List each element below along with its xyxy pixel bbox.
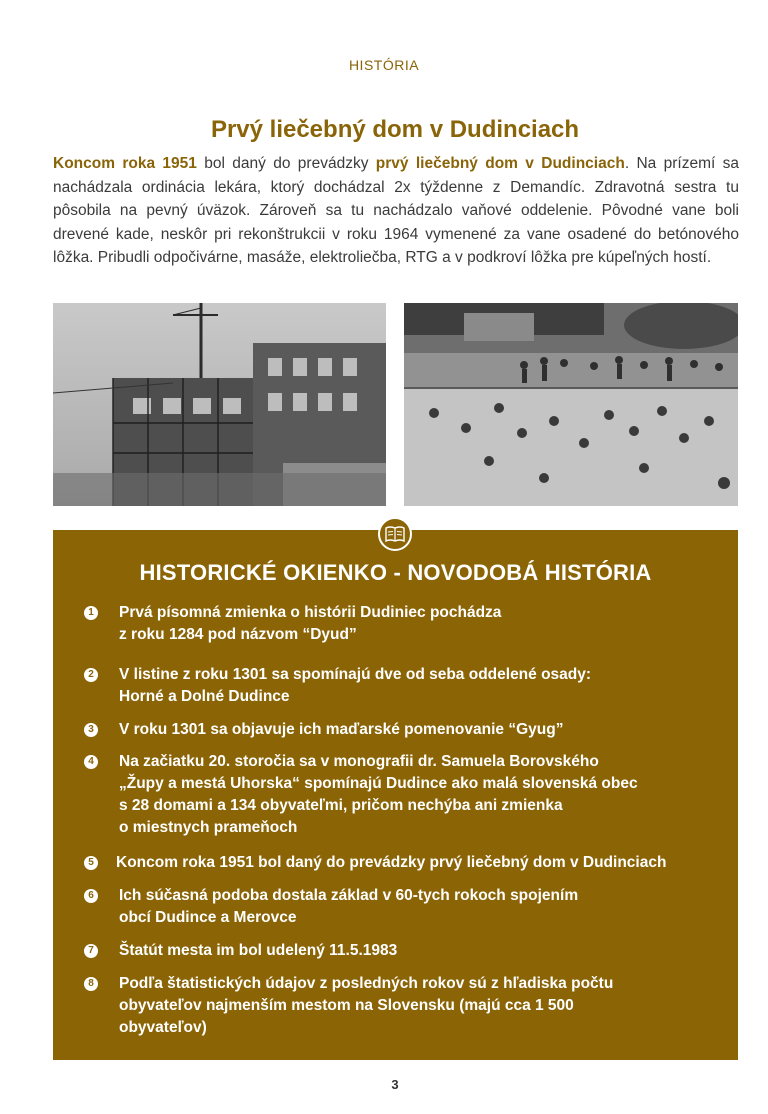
intro-paragraph bbox=[53, 152, 739, 270]
item-number-badge: 5 bbox=[84, 856, 98, 870]
intro-highlight-house: prvý liečebný dom v Dudinciach bbox=[375, 155, 625, 172]
section-label: HISTÓRIA bbox=[348, 57, 420, 73]
history-item-3 bbox=[84, 719, 724, 741]
item-number-badge: 4 bbox=[84, 755, 98, 769]
item-number-badge: 7 bbox=[84, 944, 98, 958]
item-number-badge: 1 bbox=[84, 606, 98, 620]
item-line: Prvá písomná zmienka o histórii Dudiniec pochádza bbox=[119, 604, 502, 621]
intro-text-part: bol daný do prevádzky bbox=[196, 155, 376, 172]
item-line: V listine z roku 1301 sa spomínajú dve od seba oddelené osady: bbox=[119, 666, 592, 683]
item-line: obcí Dudince a Merovce bbox=[119, 909, 297, 926]
item-line: obyvateľov najmenším mestom na Slovensku (majú cca 1 500 bbox=[119, 997, 574, 1014]
item-number-badge: 2 bbox=[84, 668, 98, 682]
item-number-badge: 3 bbox=[84, 723, 98, 737]
item-line: Horné a Dolné Dudince bbox=[119, 688, 290, 705]
intro-highlight-date: Koncom roka 1951 bbox=[53, 155, 197, 172]
book-icon bbox=[378, 517, 412, 551]
history-box-title: HISTORICKÉ OKIENKO - NOVODOBÁ HISTÓRIA bbox=[139, 560, 652, 585]
pool-photo bbox=[404, 303, 738, 506]
item-line: Štatút mesta im bol udelený 11.5.1983 bbox=[119, 942, 398, 959]
item-line: V roku 1301 sa objavuje ich maďarské pomenovanie “Gyug” bbox=[119, 721, 564, 738]
history-item-8 bbox=[84, 973, 724, 1039]
history-item-1 bbox=[84, 602, 724, 646]
item-line: „Župy a mestá Uhorska“ spomínajú Dudince ako malá slovenská obec bbox=[119, 775, 638, 792]
item-line: Koncom roka 1951 bol daný do prevádzky prvý liečebný dom v Dudinciach bbox=[116, 854, 667, 871]
history-item-4 bbox=[84, 751, 724, 839]
item-line: Podľa štatistických údajov z posledných rokov sú z hľadiska počtu bbox=[119, 975, 614, 992]
page-title: Prvý liečebný dom v Dudinciach bbox=[210, 116, 580, 143]
item-line: o miestnych prameňoch bbox=[119, 819, 298, 836]
history-item-6 bbox=[84, 885, 724, 929]
item-line: obyvateľov) bbox=[119, 1019, 207, 1036]
item-line: z roku 1284 pod názvom “Dyud” bbox=[119, 626, 357, 643]
item-line: s 28 domami a 134 obyvateľmi, pričom nechýba ani zmienka bbox=[119, 797, 563, 814]
history-item-5 bbox=[84, 852, 724, 874]
page-number: 3 bbox=[391, 1077, 399, 1092]
history-item-2 bbox=[84, 664, 724, 708]
construction-photo bbox=[53, 303, 386, 506]
intro-text-rest: . Na prízemí sa nachádzala ordinácia lekára, ktorý dochádzal 2x týždenne z Demandíc. Zdravotná sestra tu pôsobila na pevný úväzok. Zároveň sa tu nachádzalo vaňové oddelenie. Pôvodné vane boli drevené kade, neskôr pri rekonštrukcii v roku 1964 vymenené za vane osadené do betónového lôžka. Pribudli odpočivárne, masáže, elektroliečba, RTG a v podkroví lôžka pre kúpeľných hostí. bbox=[53, 155, 739, 267]
item-number-badge: 6 bbox=[84, 889, 98, 903]
item-number-badge: 8 bbox=[84, 977, 98, 991]
history-item-7 bbox=[84, 940, 724, 962]
item-line: Na začiatku 20. storočia sa v monografii dr. Samuela Borovského bbox=[119, 753, 599, 770]
item-line: Ich súčasná podoba dostala základ v 60-tych rokoch spojením bbox=[119, 887, 579, 904]
